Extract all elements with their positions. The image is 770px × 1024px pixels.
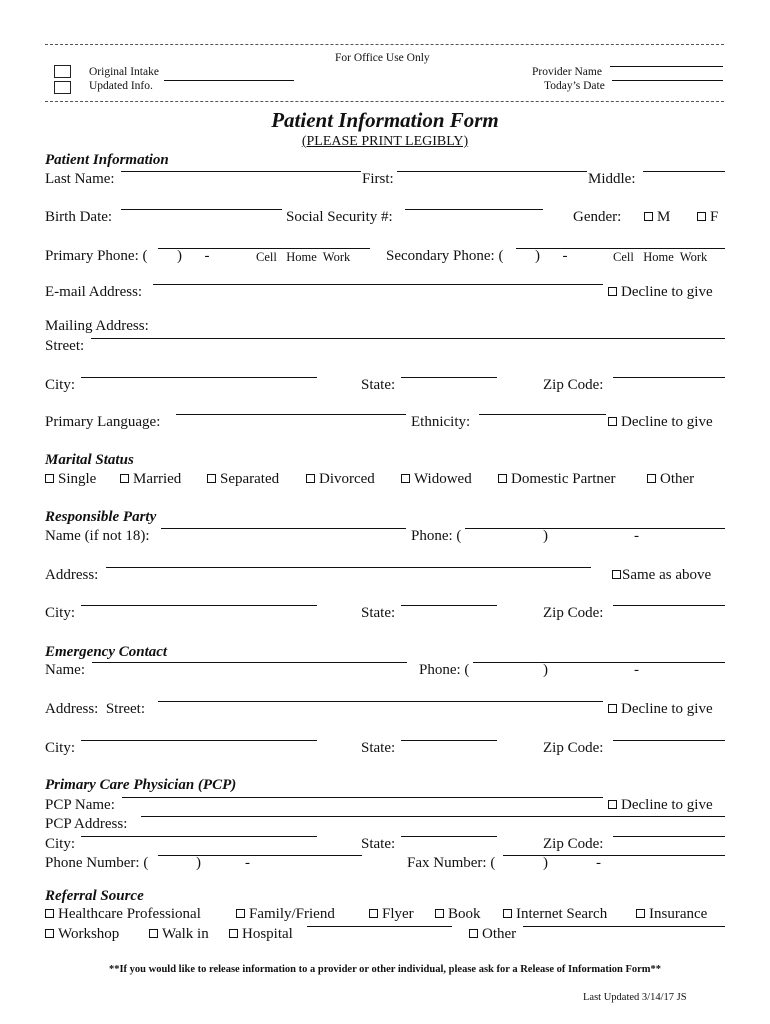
emergency-phone-field[interactable] — [473, 662, 725, 663]
pcp-decline-checkbox[interactable] — [608, 800, 617, 809]
marital-widowed[interactable] — [401, 471, 472, 488]
referral-other-field[interactable] — [523, 926, 725, 927]
referral-other-label: Other — [482, 926, 517, 942]
referral-hospital-field[interactable] — [307, 926, 452, 927]
email-field[interactable] — [153, 284, 603, 285]
last-updated: Last Updated 3/14/17 JS — [583, 992, 687, 1003]
referral-walk-in[interactable] — [149, 926, 209, 943]
marital-divorced-label: Divorced — [319, 471, 375, 487]
marital-other-checkbox[interactable] — [647, 474, 656, 483]
marital-single-checkbox[interactable] — [45, 474, 54, 483]
bottom-dashed-divider — [45, 101, 724, 102]
primary-language-label: Primary Language: — [45, 414, 161, 430]
same-as-above-label: Same as above — [622, 567, 712, 583]
referral-family-label: Family/Friend — [249, 906, 335, 922]
ethnicity-decline-option[interactable] — [608, 414, 713, 431]
last-name-label: Last Name: — [45, 171, 115, 187]
marital-widowed-checkbox[interactable] — [401, 474, 410, 483]
last-name-field[interactable] — [121, 171, 361, 172]
referral-workshop-label: Workshop — [58, 926, 120, 942]
referral-workshop-checkbox[interactable] — [45, 929, 54, 938]
referral-flyer[interactable] — [369, 906, 414, 923]
marital-divorced-checkbox[interactable] — [306, 474, 315, 483]
emergency-zip-label: Zip Code: — [543, 740, 604, 756]
birth-date-field[interactable] — [121, 209, 282, 210]
emergency-decline-option[interactable] — [608, 701, 713, 718]
pcp-fax-dash: - — [596, 855, 601, 871]
primary-phone-label: Primary Phone: ( — [45, 248, 148, 264]
marital-other-label: Other — [660, 471, 695, 487]
referral-family-checkbox[interactable] — [236, 909, 245, 918]
emergency-city-field[interactable] — [81, 740, 317, 741]
emergency-address-label: Address: Street: — [45, 701, 145, 717]
pcp-heading: Primary Care Physician (PCP) — [45, 777, 237, 793]
pcp-name-label: PCP Name: — [45, 797, 115, 813]
referral-insurance[interactable] — [636, 906, 707, 923]
gender-m-option[interactable] — [644, 209, 670, 226]
referral-other-checkbox[interactable] — [469, 929, 478, 938]
email-decline-label: Decline to give — [621, 284, 713, 300]
ethnicity-decline-checkbox[interactable] — [608, 417, 617, 426]
emergency-state-field[interactable] — [401, 740, 497, 741]
original-intake-label: Original Intake — [89, 66, 159, 78]
ethnicity-decline-label: Decline to give — [621, 414, 713, 430]
gender-m-label: M — [657, 209, 671, 225]
street-label: Street: — [45, 338, 85, 354]
updated-info-field[interactable] — [164, 80, 294, 81]
same-as-above-checkbox[interactable] — [612, 570, 621, 579]
birth-date-label: Birth Date: — [45, 209, 113, 225]
referral-healthcare-professional[interactable] — [45, 906, 201, 923]
referral-other[interactable] — [469, 926, 516, 943]
middle-name-field[interactable] — [643, 171, 725, 172]
middle-name-label: Middle: — [588, 171, 636, 187]
referral-flyer-label: Flyer — [382, 906, 414, 922]
pcp-fax-close: ) — [543, 855, 548, 871]
ethnicity-field[interactable] — [479, 414, 606, 415]
pcp-fax-label: Fax Number: ( — [407, 855, 496, 871]
provider-name-label: Provider Name — [532, 66, 602, 78]
referral-book[interactable] — [435, 906, 481, 923]
same-as-above-option[interactable] — [612, 567, 711, 584]
emergency-decline-checkbox[interactable] — [608, 704, 617, 713]
responsible-address-field[interactable] — [106, 567, 591, 568]
mailing-address-label: Mailing Address: — [45, 318, 149, 334]
patient-info-heading: Patient Information — [45, 152, 169, 168]
form-title: Patient Information Form — [271, 108, 499, 132]
marital-single-label: Single — [58, 471, 97, 487]
zip-field[interactable] — [613, 377, 725, 378]
marital-separated-label: Separated — [220, 471, 280, 487]
emergency-name-label: Name: — [45, 662, 85, 678]
referral-internet-search[interactable] — [503, 906, 607, 923]
emergency-phone-dash: - — [634, 662, 639, 678]
referral-family-friend[interactable] — [236, 906, 335, 923]
responsible-name-field[interactable] — [161, 528, 406, 529]
pcp-zip-field[interactable] — [613, 836, 725, 837]
referral-hospital-checkbox[interactable] — [229, 929, 238, 938]
referral-walk-in-checkbox[interactable] — [149, 929, 158, 938]
marital-domestic-partner-label: Domestic Partner — [511, 471, 616, 487]
release-info-note: **If you would like to release information to a provider or other individual, please ask for a Release of Information Form** — [108, 964, 662, 975]
top-dashed-divider — [45, 44, 724, 45]
referral-book-label: Book — [448, 906, 481, 922]
referral-book-checkbox[interactable] — [435, 909, 444, 918]
marital-separated-checkbox[interactable] — [207, 474, 216, 483]
responsible-phone-close: ) — [543, 528, 548, 544]
zip-label: Zip Code: — [543, 377, 604, 393]
marital-married-checkbox[interactable] — [120, 474, 129, 483]
referral-source-heading: Referral Source — [45, 888, 144, 904]
marital-divorced[interactable] — [306, 471, 375, 488]
marital-status-heading: Marital Status — [45, 452, 134, 468]
updated-info-label: Updated Info. — [89, 80, 153, 92]
pcp-city-field[interactable] — [81, 836, 317, 837]
secondary-phone-label: Secondary Phone: ( — [386, 248, 504, 264]
pcp-decline-option[interactable] — [608, 797, 713, 814]
pcp-phone-label: Phone Number: ( — [45, 855, 149, 871]
marital-other[interactable] — [647, 471, 694, 488]
gender-f-label: F — [710, 209, 719, 225]
pcp-phone-close: ) — [196, 855, 201, 871]
referral-internet-checkbox[interactable] — [503, 909, 512, 918]
gender-label: Gender: — [573, 209, 622, 225]
email-decline-option[interactable] — [608, 284, 713, 301]
emergency-city-label: City: — [45, 740, 76, 756]
emergency-decline-label: Decline to give — [621, 701, 713, 717]
referral-workshop[interactable] — [45, 926, 119, 943]
marital-domestic-partner-checkbox[interactable] — [498, 474, 507, 483]
secondary-phone-types[interactable]: Cell Home Work — [613, 250, 708, 264]
referral-hospital-label: Hospital — [242, 926, 293, 942]
pcp-decline-label: Decline to give — [621, 797, 713, 813]
referral-insurance-label: Insurance — [649, 906, 708, 922]
responsible-zip-label: Zip Code: — [543, 605, 604, 621]
email-label: E-mail Address: — [45, 284, 143, 300]
referral-healthcare-checkbox[interactable] — [45, 909, 54, 918]
ethnicity-label: Ethnicity: — [411, 414, 471, 430]
secondary-phone-separator: ) - — [535, 248, 568, 264]
referral-flyer-checkbox[interactable] — [369, 909, 378, 918]
emergency-contact-heading: Emergency Contact — [45, 644, 168, 660]
responsible-state-field[interactable] — [401, 605, 497, 606]
todays-date-label: Today’s Date — [544, 80, 605, 92]
responsible-city-label: City: — [45, 605, 76, 621]
responsible-address-label: Address: — [45, 567, 99, 583]
ssn-label: Social Security #: — [286, 209, 393, 225]
pcp-state-label: State: — [361, 836, 396, 852]
first-name-field[interactable] — [397, 171, 587, 172]
pcp-zip-label: Zip Code: — [543, 836, 604, 852]
referral-hospital[interactable] — [229, 926, 293, 943]
emergency-phone-close: ) — [543, 662, 548, 678]
marital-domestic-partner[interactable] — [498, 471, 616, 488]
pcp-city-label: City: — [45, 836, 76, 852]
emergency-zip-field[interactable] — [613, 740, 725, 741]
email-decline-checkbox[interactable] — [608, 287, 617, 296]
city-label: City: — [45, 377, 76, 393]
state-field[interactable] — [401, 377, 497, 378]
primary-language-field[interactable] — [176, 414, 406, 415]
gender-m-checkbox[interactable] — [644, 212, 653, 221]
pcp-state-field[interactable] — [401, 836, 497, 837]
referral-walk-in-label: Walk in — [162, 926, 209, 942]
ssn-field[interactable] — [405, 209, 543, 210]
responsible-city-field[interactable] — [81, 605, 317, 606]
updated-info-checkbox[interactable] — [54, 81, 71, 94]
emergency-address-field[interactable] — [158, 701, 603, 702]
emergency-phone-label: Phone: ( — [419, 662, 470, 678]
pcp-address-label: PCP Address: — [45, 816, 128, 832]
city-field[interactable] — [81, 377, 317, 378]
primary-phone-types[interactable]: Cell Home Work — [256, 250, 351, 264]
responsible-phone-field[interactable] — [465, 528, 725, 529]
referral-healthcare-label: Healthcare Professional — [58, 906, 201, 922]
marital-married[interactable] — [120, 471, 181, 488]
primary-phone-separator: ) - — [177, 248, 210, 264]
responsible-name-label: Name (if not 18): — [45, 528, 150, 544]
responsible-state-label: State: — [361, 605, 396, 621]
provider-name-field[interactable] — [610, 66, 723, 67]
responsible-phone-label: Phone: ( — [411, 528, 462, 544]
marital-separated[interactable] — [207, 471, 279, 488]
responsible-party-heading: Responsible Party — [45, 509, 157, 525]
pcp-name-field[interactable] — [122, 797, 603, 798]
marital-single[interactable] — [45, 471, 96, 488]
form-subtitle: (PLEASE PRINT LEGIBLY) — [301, 134, 469, 149]
responsible-phone-dash: - — [634, 528, 639, 544]
emergency-state-label: State: — [361, 740, 396, 756]
pcp-address-field[interactable] — [141, 816, 725, 817]
street-field[interactable] — [91, 338, 725, 339]
emergency-name-field[interactable] — [92, 662, 407, 663]
office-use-title: For Office Use Only — [335, 52, 430, 64]
marital-married-label: Married — [133, 471, 182, 487]
first-name-label: First: — [362, 171, 394, 187]
pcp-fax-field[interactable] — [503, 855, 725, 856]
todays-date-field[interactable] — [612, 80, 723, 81]
pcp-phone-dash: - — [245, 855, 250, 871]
pcp-phone-field[interactable] — [158, 855, 362, 856]
gender-f-checkbox[interactable] — [697, 212, 706, 221]
responsible-zip-field[interactable] — [613, 605, 725, 606]
state-label: State: — [361, 377, 396, 393]
marital-widowed-label: Widowed — [414, 471, 472, 487]
referral-internet-label: Internet Search — [516, 906, 608, 922]
gender-f-option[interactable] — [697, 209, 718, 226]
referral-insurance-checkbox[interactable] — [636, 909, 645, 918]
original-intake-checkbox[interactable] — [54, 65, 71, 78]
